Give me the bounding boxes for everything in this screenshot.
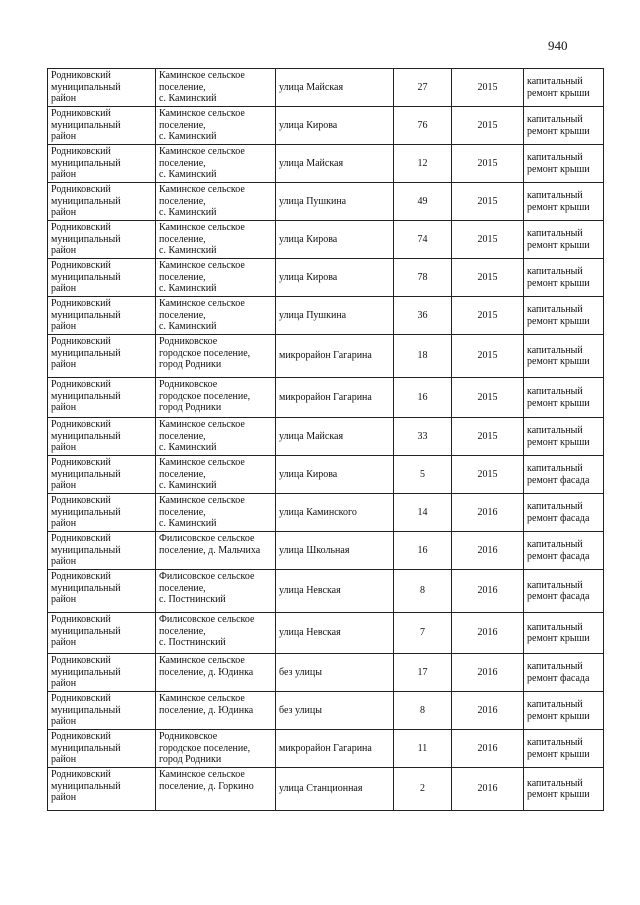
district-cell-line: Родниковский xyxy=(51,693,111,704)
district-cell-line: район xyxy=(51,637,77,648)
table-row xyxy=(48,69,604,107)
district-cell-line: муниципальный xyxy=(51,157,121,169)
district-cell-line: район xyxy=(51,207,77,218)
settlement-cell-line: Каминское сельское xyxy=(159,70,245,81)
work-type-cell-line: капитальный xyxy=(527,463,583,474)
house-number-cell: 8 xyxy=(394,570,452,613)
work-type-cell-line: капитальный xyxy=(527,777,583,789)
table-row xyxy=(48,654,604,692)
street-cell: улица Школьная xyxy=(276,532,394,570)
district-cell xyxy=(48,494,156,532)
settlement-cell-line: Каминское сельское xyxy=(159,260,245,271)
settlement-cell-line: городское поселение, xyxy=(159,742,251,754)
work-type-cell-line: ремонт крыши xyxy=(527,748,590,760)
district-cell-line: муниципальный xyxy=(51,347,121,359)
work-type-cell-line: ремонт крыши xyxy=(527,125,590,137)
settlement-cell-line: поселение, д. Юдинка xyxy=(159,666,254,678)
work-type-cell-line: капитальный xyxy=(527,699,583,710)
street-cell: микрорайон Гагарина xyxy=(276,730,394,768)
district-cell xyxy=(48,532,156,570)
settlement-cell-line: поселение, xyxy=(159,625,206,637)
year-cell: 2015 xyxy=(452,145,524,183)
street-cell: микрорайон Гагарина xyxy=(276,335,394,378)
table-row xyxy=(48,532,604,570)
settlement-cell xyxy=(156,107,276,145)
year-cell: 2016 xyxy=(452,692,524,730)
district-cell-line: Родниковский xyxy=(51,336,111,347)
house-number-cell: 49 xyxy=(394,183,452,221)
district-cell-line: район xyxy=(51,480,77,491)
work-type-cell-line: капитальный xyxy=(527,266,583,277)
table-row xyxy=(48,730,604,768)
district-cell-line: район xyxy=(51,131,77,142)
district-cell xyxy=(48,183,156,221)
settlement-cell-line: поселение, д. Горкино xyxy=(159,780,254,792)
work-type-cell-line: ремонт крыши xyxy=(527,315,590,327)
work-type-cell-line: ремонт фасада xyxy=(527,672,590,684)
year-cell: 2016 xyxy=(452,768,524,811)
settlement-cell xyxy=(156,378,276,418)
district-cell-line: муниципальный xyxy=(51,81,121,93)
work-type-cell xyxy=(524,418,604,456)
district-cell-line: Родниковский xyxy=(51,614,111,625)
district-cell-line: муниципальный xyxy=(51,195,121,207)
street-cell: улица Кирова xyxy=(276,259,394,297)
settlement-cell xyxy=(156,613,276,654)
work-type-cell-line: ремонт крыши xyxy=(527,397,590,409)
district-cell xyxy=(48,335,156,378)
table-row xyxy=(48,259,604,297)
district-cell xyxy=(48,418,156,456)
district-cell-line: Родниковский xyxy=(51,184,111,195)
district-cell xyxy=(48,730,156,768)
settlement-cell-line: с. Каминский xyxy=(159,93,217,104)
year-cell: 2015 xyxy=(452,335,524,378)
district-cell-line: Родниковский xyxy=(51,419,111,430)
work-type-cell-line: капитальный xyxy=(527,344,583,356)
district-cell-line: муниципальный xyxy=(51,544,121,556)
work-type-cell-line: ремонт крыши xyxy=(527,239,590,251)
work-type-cell xyxy=(524,145,604,183)
work-type-cell xyxy=(524,221,604,259)
work-type-cell-line: ремонт крыши xyxy=(527,710,590,722)
work-type-cell xyxy=(524,69,604,107)
district-cell xyxy=(48,297,156,335)
street-cell: улица Майская xyxy=(276,145,394,183)
work-type-cell xyxy=(524,730,604,768)
settlement-cell-line: поселение, xyxy=(159,195,206,207)
year-cell: 2016 xyxy=(452,654,524,692)
year-cell: 2016 xyxy=(452,532,524,570)
district-cell xyxy=(48,107,156,145)
settlement-cell-line: Каминское сельское xyxy=(159,419,245,430)
settlement-cell-line: Родниковское xyxy=(159,731,218,742)
work-type-cell-line: капитальный xyxy=(527,425,583,436)
table-row xyxy=(48,692,604,730)
settlement-cell-line: Каминское сельское xyxy=(159,298,245,309)
settlement-cell xyxy=(156,418,276,456)
table-row xyxy=(48,768,604,811)
settlement-cell-line: Каминское сельское xyxy=(159,655,245,666)
work-type-cell-line: ремонт фасада xyxy=(527,474,590,486)
district-cell-line: муниципальный xyxy=(51,271,121,283)
settlement-cell-line: Филисовское сельское xyxy=(159,571,255,582)
work-type-cell-line: капитальный xyxy=(527,190,583,201)
district-cell-line: район xyxy=(51,321,77,332)
settlement-cell-line: Филисовское сельское xyxy=(159,614,255,625)
settlement-cell-line: поселение, xyxy=(159,119,206,131)
table-row xyxy=(48,145,604,183)
work-type-cell-line: капитальный xyxy=(527,539,583,550)
district-cell-line: район xyxy=(51,93,77,104)
work-type-cell-line: капитальный xyxy=(527,152,583,163)
street-cell: улица Невская xyxy=(276,613,394,654)
settlement-cell-line: поселение, д. Юдинка xyxy=(159,704,254,716)
district-cell-line: район xyxy=(51,359,77,370)
settlement-cell-line: город Родники xyxy=(159,754,222,765)
table-row xyxy=(48,494,604,532)
table-row xyxy=(48,418,604,456)
work-type-cell-line: ремонт крыши xyxy=(527,163,590,175)
work-type-cell-line: ремонт крыши xyxy=(527,356,590,367)
street-cell: улица Кирова xyxy=(276,107,394,145)
table-row xyxy=(48,456,604,494)
settlement-cell-line: с. Каминский xyxy=(159,321,217,332)
district-cell xyxy=(48,145,156,183)
district-cell xyxy=(48,768,156,811)
year-cell: 2015 xyxy=(452,378,524,418)
district-cell-line: район xyxy=(51,402,77,413)
year-cell: 2016 xyxy=(452,494,524,532)
work-type-cell xyxy=(524,768,604,811)
settlement-cell-line: с. Каминский xyxy=(159,131,217,142)
street-cell: без улицы xyxy=(276,692,394,730)
work-type-cell xyxy=(524,107,604,145)
house-number-cell: 74 xyxy=(394,221,452,259)
district-cell-line: район xyxy=(51,518,77,529)
settlement-cell xyxy=(156,768,276,811)
settlement-cell-line: с. Постнинский xyxy=(159,637,226,648)
settlement-cell xyxy=(156,221,276,259)
house-number-cell: 8 xyxy=(394,692,452,730)
street-cell: улица Майская xyxy=(276,418,394,456)
table-row xyxy=(48,183,604,221)
settlement-cell xyxy=(156,494,276,532)
street-cell: улица Пушкина xyxy=(276,183,394,221)
settlement-cell-line: Каминское сельское xyxy=(159,693,245,704)
settlement-cell-line: Каминское сельское xyxy=(159,108,245,119)
work-type-cell-line: ремонт крыши xyxy=(527,436,590,448)
district-cell-line: Родниковский xyxy=(51,222,111,233)
house-number-cell: 18 xyxy=(394,335,452,378)
settlement-cell-line: поселение, xyxy=(159,157,206,169)
settlement-cell-line: Каминское сельское xyxy=(159,184,245,195)
settlement-cell-line: с. Каминский xyxy=(159,283,217,294)
district-cell-line: Родниковский xyxy=(51,379,111,390)
district-cell-line: Родниковский xyxy=(51,457,111,468)
house-number-cell: 11 xyxy=(394,730,452,768)
house-number-cell: 33 xyxy=(394,418,452,456)
work-type-cell-line: ремонт крыши xyxy=(527,87,590,99)
settlement-cell xyxy=(156,456,276,494)
house-number-cell: 16 xyxy=(394,378,452,418)
settlement-cell xyxy=(156,570,276,613)
work-type-cell-line: капитальный xyxy=(527,76,583,87)
work-type-cell-line: капитальный xyxy=(527,579,583,591)
table-row xyxy=(48,570,604,613)
house-number-cell: 2 xyxy=(394,768,452,811)
work-type-cell xyxy=(524,613,604,654)
street-cell: улица Пушкина xyxy=(276,297,394,335)
settlement-cell-line: с. Каминский xyxy=(159,245,217,256)
district-cell-line: Родниковский xyxy=(51,108,111,119)
work-type-cell xyxy=(524,532,604,570)
settlement-cell xyxy=(156,145,276,183)
settlement-cell-line: поселение, xyxy=(159,81,206,93)
work-type-cell xyxy=(524,456,604,494)
house-number-cell: 12 xyxy=(394,145,452,183)
settlement-cell xyxy=(156,532,276,570)
district-cell xyxy=(48,378,156,418)
settlement-cell-line: с. Каминский xyxy=(159,169,217,180)
district-cell-line: район xyxy=(51,169,77,180)
district-cell-line: район xyxy=(51,245,77,256)
work-type-cell-line: капитальный xyxy=(527,386,583,397)
year-cell: 2015 xyxy=(452,418,524,456)
district-cell-line: муниципальный xyxy=(51,468,121,480)
settlement-cell-line: поселение, xyxy=(159,582,206,594)
year-cell: 2016 xyxy=(452,570,524,613)
settlement-cell-line: городское поселение, xyxy=(159,347,251,359)
work-type-cell-line: ремонт фасада xyxy=(527,550,590,562)
work-type-cell-line: ремонт фасада xyxy=(527,512,590,524)
district-cell-line: район xyxy=(51,283,77,294)
year-cell: 2016 xyxy=(452,613,524,654)
street-cell: без улицы xyxy=(276,654,394,692)
settlement-cell-line: город Родники xyxy=(159,402,222,413)
table-row xyxy=(48,221,604,259)
district-cell-line: район xyxy=(51,442,77,453)
district-cell-line: муниципальный xyxy=(51,625,121,637)
settlement-cell xyxy=(156,183,276,221)
street-cell: улица Кирова xyxy=(276,221,394,259)
work-type-cell xyxy=(524,297,604,335)
district-cell xyxy=(48,456,156,494)
district-cell-line: муниципальный xyxy=(51,704,121,716)
work-type-cell-line: ремонт крыши xyxy=(527,277,590,289)
work-type-cell-line: ремонт крыши xyxy=(527,201,590,213)
settlement-cell-line: поселение, д. Мальчиха xyxy=(159,544,261,556)
work-type-cell xyxy=(524,654,604,692)
year-cell: 2016 xyxy=(452,730,524,768)
work-type-cell-line: ремонт крыши xyxy=(527,633,590,644)
district-cell-line: муниципальный xyxy=(51,742,121,754)
street-cell: микрорайон Гагарина xyxy=(276,378,394,418)
settlement-cell-line: Родниковское xyxy=(159,336,218,347)
district-cell-line: Родниковский xyxy=(51,146,111,157)
settlement-cell-line: город Родники xyxy=(159,359,222,370)
page-number: 940 xyxy=(548,38,568,53)
housing-repair-table xyxy=(47,68,604,811)
work-type-cell xyxy=(524,335,604,378)
settlement-cell-line: с. Каминский xyxy=(159,207,217,218)
house-number-cell: 7 xyxy=(394,613,452,654)
house-number-cell: 14 xyxy=(394,494,452,532)
district-cell xyxy=(48,654,156,692)
settlement-cell xyxy=(156,297,276,335)
settlement-cell-line: городское поселение, xyxy=(159,390,251,402)
settlement-cell xyxy=(156,259,276,297)
district-cell-line: муниципальный xyxy=(51,430,121,442)
work-type-cell-line: капитальный xyxy=(527,621,583,633)
district-cell-line: район xyxy=(51,754,77,765)
settlement-cell-line: с. Постнинский xyxy=(159,594,226,605)
table-row xyxy=(48,613,604,654)
district-cell-line: Родниковский xyxy=(51,260,111,271)
house-number-cell: 16 xyxy=(394,532,452,570)
settlement-cell-line: поселение, xyxy=(159,233,206,245)
work-type-cell xyxy=(524,183,604,221)
settlement-cell-line: поселение, xyxy=(159,430,206,442)
work-type-cell-line: капитальный xyxy=(527,501,583,512)
district-cell-line: муниципальный xyxy=(51,119,121,131)
district-cell-line: район xyxy=(51,792,77,803)
settlement-cell-line: с. Каминский xyxy=(159,518,217,529)
house-number-cell: 17 xyxy=(394,654,452,692)
settlement-cell-line: Филисовское сельское xyxy=(159,533,255,544)
street-cell: улица Каминского xyxy=(276,494,394,532)
year-cell: 2015 xyxy=(452,183,524,221)
work-type-cell xyxy=(524,494,604,532)
settlement-cell-line: с. Каминский xyxy=(159,480,217,491)
settlement-cell-line: Каминское сельское xyxy=(159,222,245,233)
settlement-cell xyxy=(156,692,276,730)
district-cell xyxy=(48,692,156,730)
year-cell: 2015 xyxy=(452,69,524,107)
house-number-cell: 36 xyxy=(394,297,452,335)
settlement-cell-line: Каминское сельское xyxy=(159,457,245,468)
district-cell xyxy=(48,570,156,613)
work-type-cell xyxy=(524,692,604,730)
district-cell xyxy=(48,221,156,259)
district-cell-line: Родниковский xyxy=(51,533,111,544)
district-cell xyxy=(48,613,156,654)
settlement-cell-line: поселение, xyxy=(159,309,206,321)
year-cell: 2015 xyxy=(452,297,524,335)
settlement-cell xyxy=(156,335,276,378)
district-cell-line: Родниковский xyxy=(51,70,111,81)
table-row xyxy=(48,297,604,335)
settlement-cell xyxy=(156,69,276,107)
district-cell xyxy=(48,259,156,297)
district-cell-line: муниципальный xyxy=(51,309,121,321)
year-cell: 2015 xyxy=(452,456,524,494)
street-cell: улица Кирова xyxy=(276,456,394,494)
house-number-cell: 27 xyxy=(394,69,452,107)
district-cell-line: район xyxy=(51,678,77,689)
house-number-cell: 76 xyxy=(394,107,452,145)
year-cell: 2015 xyxy=(452,107,524,145)
table-body xyxy=(48,69,604,811)
work-type-cell-line: капитальный xyxy=(527,114,583,125)
settlement-cell xyxy=(156,654,276,692)
work-type-cell-line: капитальный xyxy=(527,661,583,672)
district-cell-line: Родниковский xyxy=(51,298,111,309)
settlement-cell-line: поселение, xyxy=(159,468,206,480)
table-row xyxy=(48,378,604,418)
district-cell-line: Родниковский xyxy=(51,655,111,666)
district-cell-line: район xyxy=(51,594,77,605)
work-type-cell xyxy=(524,378,604,418)
settlement-cell-line: поселение, xyxy=(159,271,206,283)
work-type-cell xyxy=(524,259,604,297)
district-cell-line: Родниковский xyxy=(51,769,111,780)
year-cell: 2015 xyxy=(452,259,524,297)
work-type-cell-line: ремонт крыши xyxy=(527,789,590,800)
settlement-cell-line: Родниковское xyxy=(159,379,218,390)
district-cell-line: Родниковский xyxy=(51,495,111,506)
district-cell-line: Родниковский xyxy=(51,731,111,742)
district-cell-line: муниципальный xyxy=(51,506,121,518)
district-cell xyxy=(48,69,156,107)
work-type-cell xyxy=(524,570,604,613)
house-number-cell: 5 xyxy=(394,456,452,494)
district-cell-line: Родниковский xyxy=(51,571,111,582)
settlement-cell-line: Каминское сельское xyxy=(159,495,245,506)
settlement-cell-line: с. Каминский xyxy=(159,442,217,453)
settlement-cell-line: поселение, xyxy=(159,506,206,518)
street-cell: улица Невская xyxy=(276,570,394,613)
year-cell: 2015 xyxy=(452,221,524,259)
district-cell-line: муниципальный xyxy=(51,233,121,245)
work-type-cell-line: капитальный xyxy=(527,304,583,315)
street-cell: улица Станционная xyxy=(276,768,394,811)
district-cell-line: муниципальный xyxy=(51,780,121,792)
table-row xyxy=(48,335,604,378)
district-cell-line: район xyxy=(51,716,77,727)
house-number-cell: 78 xyxy=(394,259,452,297)
street-cell: улица Майская xyxy=(276,69,394,107)
settlement-cell xyxy=(156,730,276,768)
work-type-cell-line: капитальный xyxy=(527,737,583,748)
settlement-cell-line: Каминское сельское xyxy=(159,146,245,157)
district-cell-line: муниципальный xyxy=(51,390,121,402)
work-type-cell-line: капитальный xyxy=(527,228,583,239)
district-cell-line: муниципальный xyxy=(51,666,121,678)
work-type-cell-line: ремонт фасада xyxy=(527,591,590,602)
district-cell-line: муниципальный xyxy=(51,582,121,594)
settlement-cell-line: Каминское сельское xyxy=(159,769,245,780)
district-cell-line: район xyxy=(51,556,77,567)
table-row xyxy=(48,107,604,145)
